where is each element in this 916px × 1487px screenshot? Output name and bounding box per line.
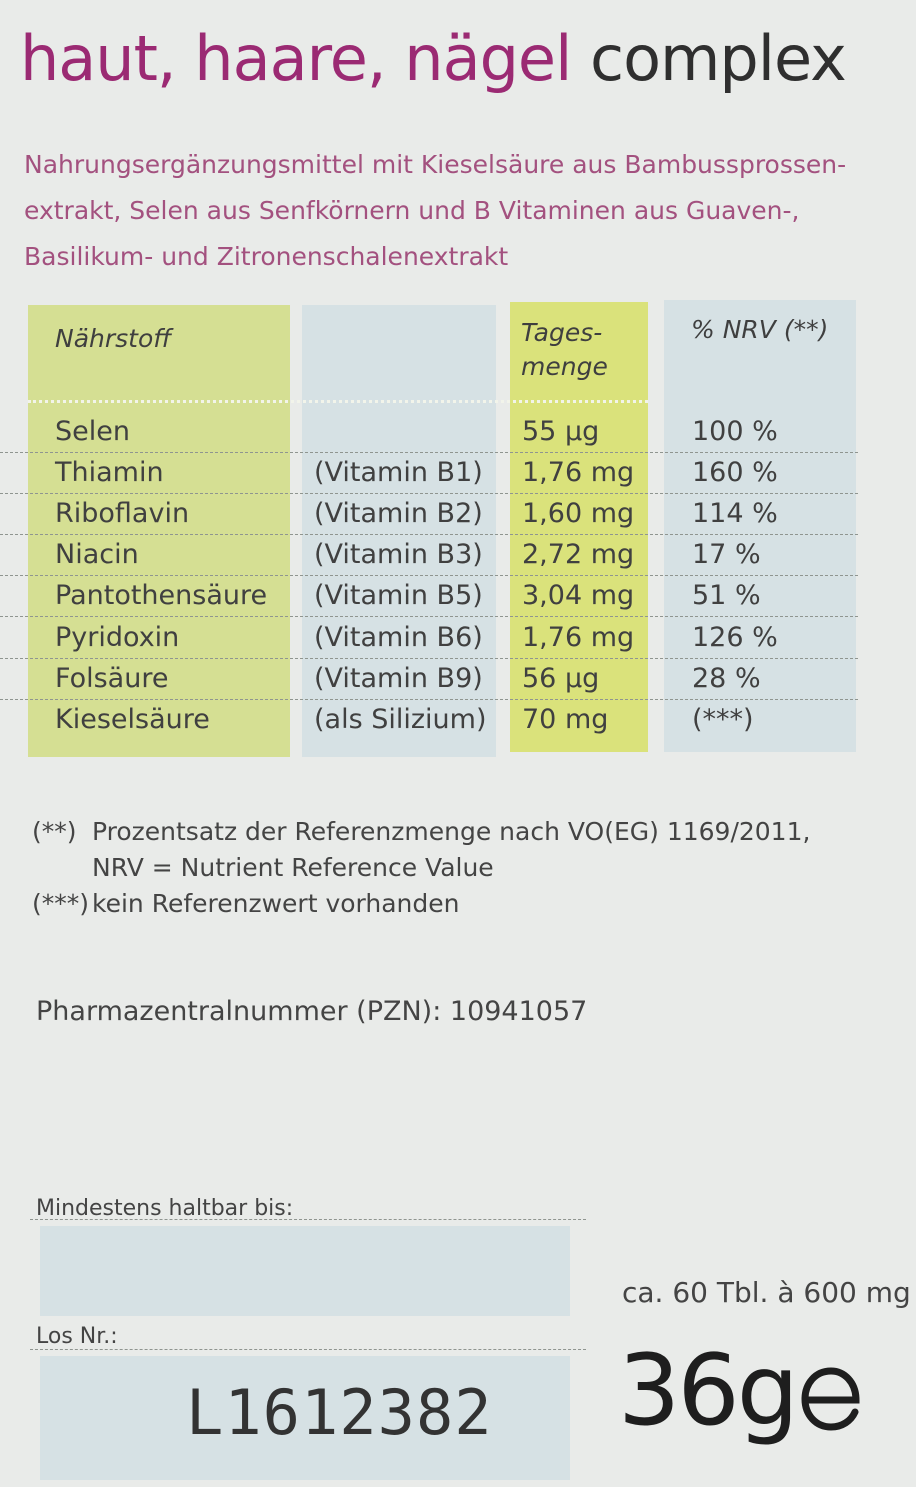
nutrient-name: Selen bbox=[55, 416, 130, 447]
nrv-percent: 126 % bbox=[692, 622, 778, 653]
vitamin-label: (Vitamin B9) bbox=[314, 663, 483, 694]
lot-number: L1612382 bbox=[186, 1376, 493, 1449]
table-row bbox=[0, 659, 916, 700]
net-weight: 36g bbox=[618, 1334, 796, 1448]
footnote-none-mark: (***) bbox=[32, 889, 90, 918]
header-nrv: % NRV (**) bbox=[691, 315, 829, 344]
row-divider bbox=[0, 616, 858, 617]
best-before-label: Mindestens haltbar bis: bbox=[36, 1196, 294, 1221]
footnote-none-text: kein Referenzwert vorhanden bbox=[92, 889, 460, 918]
product-description: Nahrungsergänzungsmittel mit Kieselsäure aus Bambussprossen-extrakt, Selen aus Senfkörnern und B Vitaminen aus Guaven-, Basilikum- und Zitronenschalenextrakt bbox=[24, 150, 847, 271]
daily-amount: 3,04 mg bbox=[522, 580, 635, 611]
nutrient-name: Kieselsäure bbox=[55, 704, 210, 735]
table-row bbox=[0, 494, 916, 535]
estimated-sign-icon bbox=[800, 1366, 862, 1432]
best-before-field bbox=[40, 1226, 570, 1316]
nrv-percent: 160 % bbox=[692, 457, 778, 488]
daily-amount: 55 µg bbox=[522, 416, 600, 447]
nutrient-name: Pyridoxin bbox=[55, 622, 180, 653]
header-separator bbox=[28, 400, 648, 403]
product-title bbox=[20, 22, 846, 95]
nrv-percent: 17 % bbox=[692, 539, 761, 570]
table-row bbox=[0, 576, 916, 617]
table-row bbox=[0, 412, 916, 453]
daily-amount: 2,72 mg bbox=[522, 539, 635, 570]
vitamin-label: (Vitamin B2) bbox=[314, 498, 483, 529]
pack-size: ca. 60 Tbl. à 600 mg bbox=[622, 1276, 911, 1309]
nutrient-name: Folsäure bbox=[55, 663, 169, 694]
footnote-nrv-line1: Prozentsatz der Referenzmenge nach VO(EG) 1169/2011, bbox=[92, 817, 811, 846]
nrv-percent: 28 % bbox=[692, 663, 761, 694]
vitamin-label: (als Silizium) bbox=[314, 704, 487, 735]
table-row bbox=[0, 618, 916, 659]
vitamin-label: (Vitamin B5) bbox=[314, 580, 483, 611]
lot-divider bbox=[30, 1349, 586, 1350]
best-before-divider bbox=[30, 1219, 586, 1220]
daily-amount: 70 mg bbox=[522, 704, 609, 735]
table-row bbox=[0, 453, 916, 494]
daily-amount: 1,76 mg bbox=[522, 622, 635, 653]
table-row bbox=[0, 535, 916, 576]
nutrient-name: Pantothensäure bbox=[55, 580, 268, 611]
vitamin-label: (Vitamin B6) bbox=[314, 622, 483, 653]
table-row bbox=[0, 700, 916, 741]
nutrient-name: Thiamin bbox=[55, 457, 164, 488]
header-nutrient: Nährstoff bbox=[55, 324, 172, 353]
nutrient-name: Riboflavin bbox=[55, 498, 190, 529]
vitamin-label: (Vitamin B3) bbox=[314, 539, 483, 570]
vitamin-label: (Vitamin B1) bbox=[314, 457, 483, 488]
pzn-number: Pharmazentralnummer (PZN): 10941057 bbox=[36, 996, 588, 1027]
daily-amount: 56 µg bbox=[522, 663, 600, 694]
lot-label: Los Nr.: bbox=[36, 1324, 118, 1349]
title-main: haut, haare, nägel bbox=[20, 22, 572, 95]
daily-amount: 1,60 mg bbox=[522, 498, 635, 529]
footnotes bbox=[32, 814, 810, 922]
nutrient-name: Niacin bbox=[55, 539, 139, 570]
title-complex: complex bbox=[590, 22, 846, 95]
header-daily-amount: Tages-menge bbox=[521, 318, 608, 381]
footnote-nrv-line2: NRV = Nutrient Reference Value bbox=[92, 853, 494, 882]
daily-amount: 1,76 mg bbox=[522, 457, 635, 488]
nrv-percent: 114 % bbox=[692, 498, 778, 529]
nrv-percent: (***) bbox=[692, 704, 754, 735]
nrv-percent: 51 % bbox=[692, 580, 761, 611]
nrv-percent: 100 % bbox=[692, 416, 778, 447]
footnote-nrv-mark: (**) bbox=[32, 817, 77, 846]
